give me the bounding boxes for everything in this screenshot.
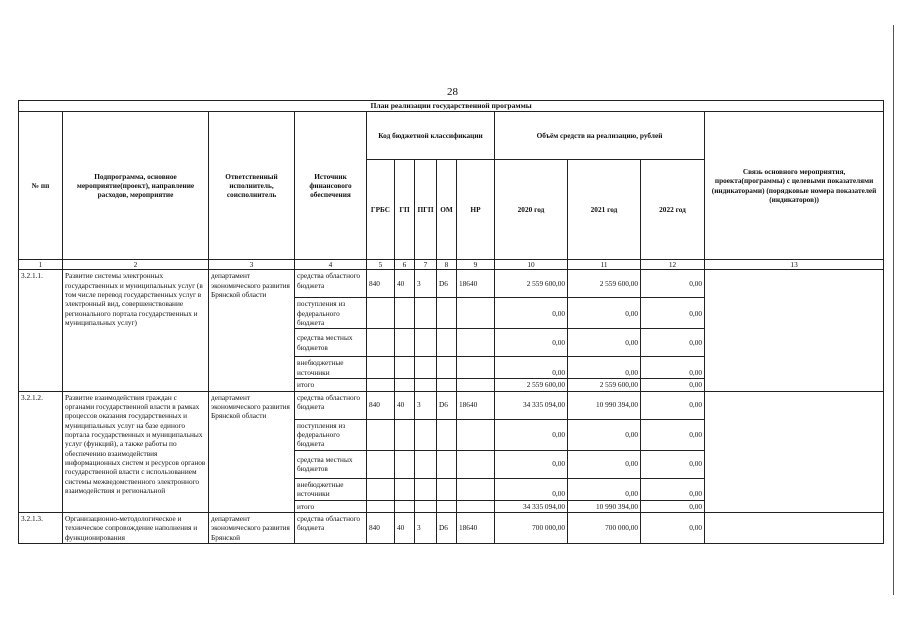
cell-pgp: [415, 419, 437, 450]
total-2021: 2 559 600,00: [568, 379, 641, 391]
cell-grbs: [367, 379, 395, 391]
cell-gp: [395, 478, 415, 500]
cell-grbs: [367, 329, 395, 357]
amount-2020: 700 000,00: [495, 512, 568, 543]
cell-grbs: [367, 419, 395, 450]
cell-pgp: [415, 357, 437, 379]
amount-2021: 700 000,00: [568, 512, 641, 543]
source-regional: средства областного бюджета: [295, 391, 367, 419]
column-number: 9: [457, 260, 495, 270]
column-number: 12: [641, 260, 705, 270]
cell-gp: [395, 450, 415, 478]
amount-2021: 0,00: [568, 478, 641, 500]
cell-np: [457, 379, 495, 391]
cell-om: D6: [437, 512, 457, 543]
header-num: № пп: [19, 112, 63, 260]
row-number: 3.2.1.1.: [19, 270, 63, 391]
cell-om: [437, 500, 457, 512]
amount-2022: 0,00: [641, 298, 705, 329]
cell-np: [457, 357, 495, 379]
header-om: ОМ: [437, 160, 457, 260]
table-title: План реализации государственной программы: [19, 101, 884, 112]
cell-om: [437, 357, 457, 379]
amount-2022: 0,00: [641, 478, 705, 500]
amount-2020: 0,00: [495, 419, 568, 450]
column-number: 7: [415, 260, 437, 270]
cell-gp: [395, 298, 415, 329]
amount-2021: 10 990 394,00: [568, 391, 641, 419]
page-edge-line: [893, 25, 894, 595]
cell-np: 18640: [457, 391, 495, 419]
row-link: [705, 391, 884, 512]
row-name: Организационно-методологическое и техническое сопровождение наполнения и функционирования: [63, 512, 209, 543]
cell-om: D6: [437, 270, 457, 298]
source-federal: поступления из федерального бюджета: [295, 298, 367, 329]
amount-2022: 0,00: [641, 391, 705, 419]
row-responsible: департамент экономического развития Брянской области: [209, 391, 295, 512]
cell-om: D6: [437, 391, 457, 419]
plan-table: [18, 100, 884, 544]
amount-2021: 0,00: [568, 450, 641, 478]
amount-2022: 0,00: [641, 450, 705, 478]
source-total: итого: [295, 500, 367, 512]
column-number: 10: [495, 260, 568, 270]
header-source: Источник финансового обеспечения: [295, 112, 367, 260]
amount-2021: 0,00: [568, 419, 641, 450]
cell-pgp: 3: [415, 391, 437, 419]
row-responsible: департамент экономического развития Брянской: [209, 512, 295, 543]
header-2020: 2020 год: [495, 160, 568, 260]
cell-np: [457, 500, 495, 512]
cell-om: [437, 379, 457, 391]
cell-grbs: 840: [367, 512, 395, 543]
column-number: 3: [209, 260, 295, 270]
cell-np: 18640: [457, 270, 495, 298]
column-number: 2: [63, 260, 209, 270]
header-grbs: ГРБС: [367, 160, 395, 260]
column-number: 11: [568, 260, 641, 270]
column-number: 8: [437, 260, 457, 270]
amount-2020: 0,00: [495, 478, 568, 500]
cell-grbs: 840: [367, 270, 395, 298]
cell-grbs: [367, 450, 395, 478]
cell-pgp: [415, 298, 437, 329]
amount-2022: 0,00: [641, 270, 705, 298]
cell-np: [457, 329, 495, 357]
source-extra: внебюджетные источники: [295, 357, 367, 379]
header-gp: ГП: [395, 160, 415, 260]
source-local: средства местных бюджетов: [295, 329, 367, 357]
row-number: 3.2.1.3.: [19, 512, 63, 543]
cell-om: [437, 329, 457, 357]
cell-gp: [395, 379, 415, 391]
header-np: НР: [457, 160, 495, 260]
header-budget-code: Код бюджетной классификации: [367, 112, 495, 160]
cell-pgp: [415, 500, 437, 512]
cell-pgp: [415, 478, 437, 500]
cell-pgp: 3: [415, 270, 437, 298]
cell-om: [437, 419, 457, 450]
total-2020: 2 559 600,00: [495, 379, 568, 391]
column-number: 6: [395, 260, 415, 270]
cell-np: [457, 478, 495, 500]
row-link: [705, 512, 884, 543]
cell-om: [437, 478, 457, 500]
table-row: [19, 391, 884, 419]
amount-2022: 0,00: [641, 357, 705, 379]
cell-gp: 40: [395, 270, 415, 298]
amount-2020: 0,00: [495, 329, 568, 357]
header-pgp: ПГП: [415, 160, 437, 260]
row-responsible: департамент экономического развития Брянской области: [209, 270, 295, 391]
cell-pgp: 3: [415, 512, 437, 543]
column-number: 5: [367, 260, 395, 270]
header-link: Связь основного мероприятия, проекта(программы) с целевыми показателями (индикаторами) (порядковые номера показателей (индикаторов)): [705, 112, 884, 260]
amount-2021: 0,00: [568, 298, 641, 329]
amount-2020: 0,00: [495, 357, 568, 379]
amount-2021: 2 559 600,00: [568, 270, 641, 298]
amount-2020: 0,00: [495, 450, 568, 478]
cell-gp: 40: [395, 391, 415, 419]
column-number-row: [19, 260, 884, 270]
amount-2022: 0,00: [641, 512, 705, 543]
cell-np: [457, 450, 495, 478]
source-federal: поступления из федерального бюджета: [295, 419, 367, 450]
cell-gp: [395, 419, 415, 450]
source-regional: средства областного бюджета: [295, 512, 367, 543]
amount-2022: 0,00: [641, 419, 705, 450]
source-local: средства местных бюджетов: [295, 450, 367, 478]
cell-om: [437, 450, 457, 478]
header-responsible: Ответственный исполнитель, соисполнитель: [209, 112, 295, 260]
column-number: 4: [295, 260, 367, 270]
table-row: [19, 270, 884, 298]
header-amount: Объём средств на реализацию, рублей: [495, 112, 705, 160]
cell-om: [437, 298, 457, 329]
source-total: итого: [295, 379, 367, 391]
cell-np: [457, 298, 495, 329]
total-2022: 0,00: [641, 500, 705, 512]
cell-pgp: [415, 329, 437, 357]
amount-2021: 0,00: [568, 329, 641, 357]
page-number: 28: [447, 86, 458, 98]
cell-grbs: [367, 357, 395, 379]
source-regional: средства областного бюджета: [295, 270, 367, 298]
total-2020: 34 335 094,00: [495, 500, 568, 512]
header-2022: 2022 год: [641, 160, 705, 260]
amount-2022: 0,00: [641, 329, 705, 357]
table-row: [19, 512, 884, 543]
row-link: [705, 270, 884, 391]
total-2021: 10 990 394,00: [568, 500, 641, 512]
cell-gp: 40: [395, 512, 415, 543]
cell-np: 18640: [457, 512, 495, 543]
cell-grbs: [367, 478, 395, 500]
cell-np: [457, 419, 495, 450]
header-subprogram: Подпрограмма, основное мероприятие(проект), направление расходов, мероприятие: [63, 112, 209, 260]
cell-grbs: [367, 298, 395, 329]
amount-2020: 2 559 600,00: [495, 270, 568, 298]
amount-2020: 34 335 094,00: [495, 391, 568, 419]
source-extra: внебюджетные источники: [295, 478, 367, 500]
cell-grbs: 840: [367, 391, 395, 419]
row-number: 3.2.1.2.: [19, 391, 63, 512]
column-number: 1: [19, 260, 63, 270]
amount-2021: 0,00: [568, 357, 641, 379]
cell-gp: [395, 357, 415, 379]
column-number: 13: [705, 260, 884, 270]
header-2021: 2021 год: [568, 160, 641, 260]
amount-2020: 0,00: [495, 298, 568, 329]
row-name: Развитие системы электронных государственных и муниципальных услуг (в том числе перевод государственных услуг в электронный вид, совершенствование регионального портала государственных и муниципальных услуг): [63, 270, 209, 391]
row-name: Развитие взаимодействия граждан с органами государственной власти в рамках процессов оказания государственных и муниципальных услуг на базе единого портала государственных и муниципальных услуг (функций), а также работы по обеспечению взаимодействия информационных систем и ресурсов органов государственной власти с использованием системы межведомственного электронного взаимодействия и региональной: [63, 391, 209, 512]
cell-gp: [395, 500, 415, 512]
cell-grbs: [367, 500, 395, 512]
cell-gp: [395, 329, 415, 357]
cell-pgp: [415, 450, 437, 478]
total-2022: 0,00: [641, 379, 705, 391]
page-crop: [0, 600, 905, 640]
cell-pgp: [415, 379, 437, 391]
